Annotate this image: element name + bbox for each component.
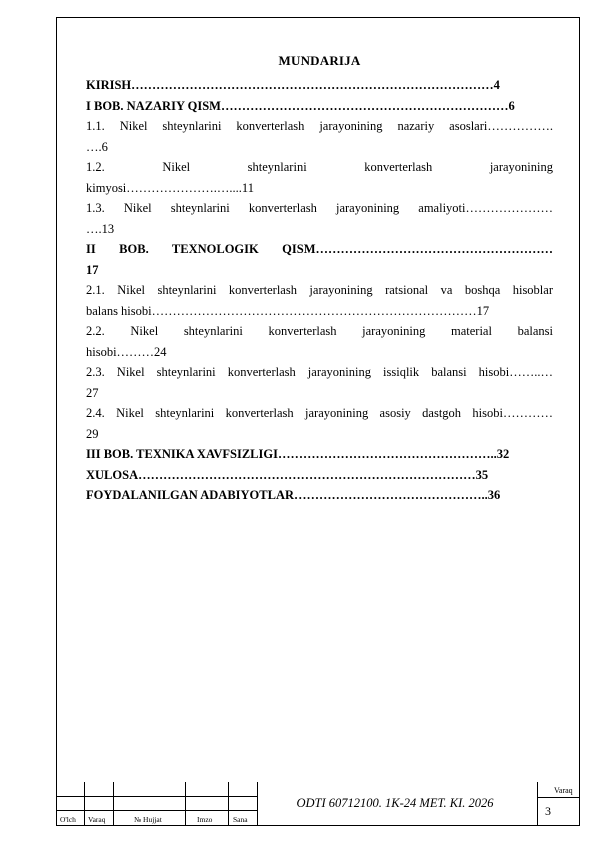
toc-entry — [86, 75, 553, 96]
sheet-number: 3 — [545, 804, 551, 818]
stamp-rule — [56, 796, 257, 797]
stamp-label-imzo: Imzo — [197, 815, 213, 824]
toc-entry-line: III BOB. TEXNIKA XAVFSIZLIGI……………………………………………..32 — [86, 447, 510, 461]
toc-entry-line: FOYDALANILGAN ADABIYOTLAR………………………………………..36 — [86, 488, 501, 502]
toc-entry — [86, 198, 553, 239]
toc-entry — [86, 116, 553, 157]
toc-entry — [86, 280, 553, 321]
toc-entry — [86, 96, 553, 117]
toc-entry-line: 1.2. Nikel shteynlarini konverterlash jarayonining — [86, 160, 553, 174]
stamp-label-sana: Sana — [233, 815, 248, 824]
document-code: ODTI 60712100. 1K-24 MET. KI. 2026 — [296, 796, 494, 810]
toc-entry-line: 27 — [86, 385, 99, 400]
toc-entry-line: II BOB. TEXNOLOGIK QISM………………………………………………… — [86, 242, 553, 256]
toc-entry-line: 2.4. Nikel shteynlarini konverterlash jarayonining asosiy dastgoh hisobi………… — [86, 406, 553, 420]
toc-entry-line: balans hisobi……………………………………………………………………17 — [86, 303, 490, 318]
stamp-rule — [56, 810, 257, 811]
stamp-label-hujjat: № Hujjat — [134, 815, 162, 824]
toc-entry — [86, 444, 553, 465]
toc-entry-line: 2.1. Nikel shteynlarini konverterlash jarayonining ratsional va boshqa hisoblar — [86, 283, 553, 297]
toc-entry-line: XULOSA………………………………………………………………………35 — [86, 467, 489, 482]
toc-entry-line: ….6 — [86, 139, 108, 154]
stamp-rule — [537, 797, 580, 798]
toc-entry-line: 2.2. Nikel shteynlarini konverterlash jarayonining material balansi — [86, 324, 553, 338]
toc-entry-line: 29 — [86, 426, 99, 441]
title-block-stamp — [56, 782, 580, 826]
stamp-rule — [537, 782, 538, 826]
toc-entry-line: 17 — [86, 262, 99, 277]
toc-entry — [86, 321, 553, 362]
stamp-label-varaq: Varaq — [88, 815, 106, 824]
toc-title: MUNDARIJA — [278, 53, 361, 68]
toc-entry — [86, 403, 553, 444]
toc-entry-line: KIRISH……………………………………………………………………………4 — [86, 78, 500, 92]
toc-entry-line: 1.3. Nikel shteynlarini konverterlash jarayonining amaliyoti………………… — [86, 201, 553, 215]
toc-entry — [86, 157, 553, 198]
toc-entry — [86, 362, 553, 403]
stamp-rule — [84, 782, 85, 826]
toc-entry-line: hisobi………24 — [86, 344, 167, 359]
toc-entry-line: I BOB. NAZARIY QISM……………………………………………………………6 — [86, 98, 515, 113]
stamp-rule — [185, 782, 186, 826]
toc-entry-line: 2.3. Nikel shteynlarini konverterlash jarayonining issiqlik balansi hisobi……..… — [86, 365, 553, 379]
toc-entry — [86, 239, 553, 280]
toc-entry — [86, 465, 553, 486]
toc-entry — [86, 485, 553, 506]
toc-list — [86, 75, 553, 506]
toc-entry-line: kimyosi………………….…....11 — [86, 180, 254, 195]
sheet-label: Varaq — [554, 786, 573, 795]
toc-entry-line: ….13 — [86, 221, 115, 236]
stamp-rule — [113, 782, 114, 826]
toc-entry-line: 1.1. Nikel shteynlarini konverterlash jarayonining nazariy asoslari……………. — [86, 119, 553, 133]
stamp-rule — [228, 782, 229, 826]
stamp-label-olch: O'lch — [60, 815, 76, 824]
stamp-rule — [257, 782, 258, 826]
table-of-contents — [86, 53, 553, 506]
